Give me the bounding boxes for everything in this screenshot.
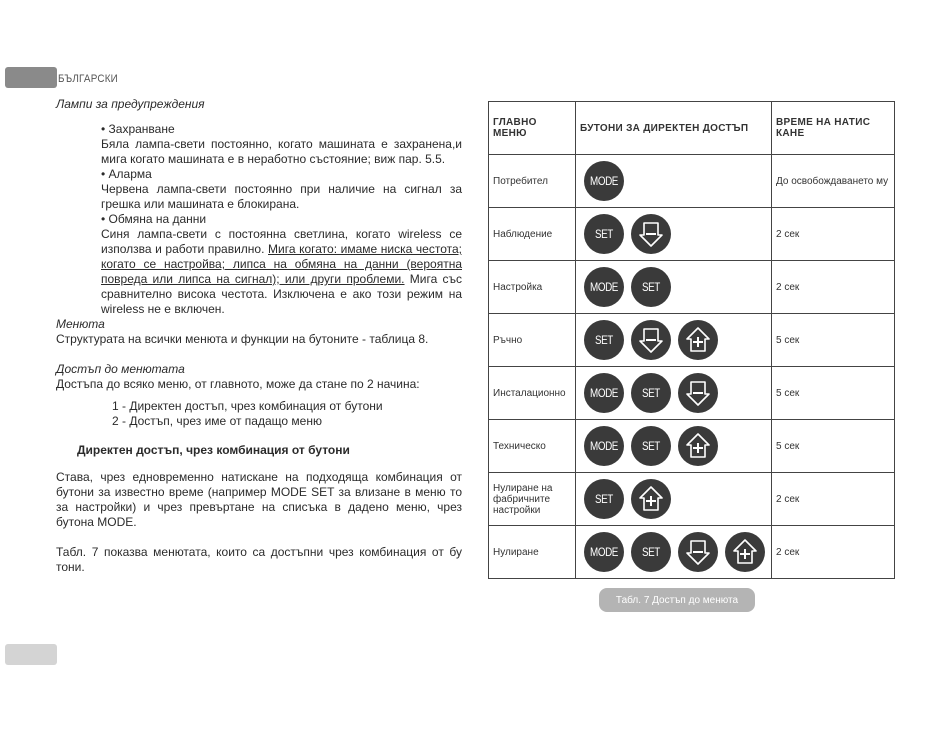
left-column bbox=[56, 97, 462, 575]
language-label: БЪЛГАРСКИ bbox=[58, 73, 118, 85]
power-text: Бяла лампа-свети постоянно, когато машината е захранена,и мига когато машината е в неработно състояние; виж пар. 5.5. bbox=[101, 137, 462, 166]
button-label: MODE bbox=[590, 545, 618, 559]
table-caption: Табл. 7 Достъп до менюта bbox=[599, 588, 755, 612]
table-header-row bbox=[489, 102, 895, 155]
menu-name: Настройка bbox=[489, 261, 576, 314]
button-label: SET bbox=[642, 386, 660, 400]
arrow-down-minus-icon bbox=[678, 532, 718, 572]
set-button-icon bbox=[631, 373, 671, 413]
direct-access-text: Става, чрез едновременно натискане на подходяща комбинация от бутони за известно време (например MODE SET за влизане в меню то за настройки) и чрез превъртане на списъка в дадено меню, чрез бутона MODE. bbox=[56, 470, 462, 529]
data-text-end: Мига със сравнително висока честота. Изключена е ако този режим на wireless не е включен. bbox=[101, 272, 462, 316]
press-time: 2 сек bbox=[772, 526, 895, 579]
house-up-plus-icon bbox=[725, 532, 765, 572]
direct-access-heading: Директен достъп, чрез комбинация от бутони bbox=[77, 443, 350, 457]
button-combination bbox=[576, 473, 772, 526]
set-button-icon bbox=[631, 532, 671, 572]
menu-name: Наблюдение bbox=[489, 208, 576, 261]
table-row bbox=[489, 261, 895, 314]
press-time: 5 сек bbox=[772, 314, 895, 367]
button-label: SET bbox=[642, 439, 660, 453]
menu-name: Нулиране на фабричните настройки bbox=[489, 473, 576, 526]
bullet-alarm: • Аларма bbox=[101, 167, 152, 181]
button-combination bbox=[576, 155, 772, 208]
button-combination bbox=[576, 208, 772, 261]
button-combination bbox=[576, 420, 772, 473]
button-label: SET bbox=[595, 492, 613, 506]
menus-title: Менюта bbox=[56, 317, 105, 331]
press-time: 2 сек bbox=[772, 261, 895, 314]
button-label: SET bbox=[642, 280, 660, 294]
button-label: MODE bbox=[590, 386, 618, 400]
warning-lamps-title: Лампи за предупреждения bbox=[56, 97, 205, 111]
press-time: До освобождаването му bbox=[772, 155, 895, 208]
header-press-time: ВРЕМЕ НА НАТИС КАНЕ bbox=[772, 102, 895, 155]
button-combination bbox=[576, 314, 772, 367]
press-time: 2 сек bbox=[772, 208, 895, 261]
menu-name: Инсталационно bbox=[489, 367, 576, 420]
access-title: Достъп до менютата bbox=[56, 362, 185, 376]
language-tab bbox=[5, 67, 57, 88]
button-label: MODE bbox=[590, 174, 618, 188]
set-button-icon bbox=[584, 479, 624, 519]
house-up-plus-icon bbox=[678, 320, 718, 360]
menu-name: Техническо bbox=[489, 420, 576, 473]
menus-text: Структурата на всички менюта и функции на бутоните - таблица 8. bbox=[56, 332, 429, 346]
table-row bbox=[489, 155, 895, 208]
set-button-icon bbox=[584, 320, 624, 360]
mode-button-icon bbox=[584, 373, 624, 413]
arrow-down-minus-icon bbox=[631, 214, 671, 254]
table-row bbox=[489, 314, 895, 367]
access-way-1: 1 - Директен достъп, чрез комбинация от бутони bbox=[112, 399, 383, 413]
table-reference-text: Табл. 7 показва менютата, които са достъпни чрез комбинация от бу тони. bbox=[56, 545, 462, 574]
set-button-icon bbox=[631, 426, 671, 466]
button-label: MODE bbox=[590, 439, 618, 453]
access-text: Достъпа до всяко меню, от главното, може да стане по 2 начина: bbox=[56, 377, 420, 391]
mode-button-icon bbox=[584, 532, 624, 572]
header-buttons: БУТОНИ ЗА ДИРЕКТЕН ДОСТЪП bbox=[576, 102, 772, 155]
house-up-plus-icon bbox=[631, 479, 671, 519]
menu-name: Нулиране bbox=[489, 526, 576, 579]
menu-access-table-wrap bbox=[488, 101, 895, 579]
bullet-data: • Обмяна на данни bbox=[101, 212, 207, 226]
button-label: SET bbox=[595, 227, 613, 241]
data-text bbox=[56, 227, 462, 317]
bullet-power: • Захранване bbox=[101, 122, 175, 136]
arrow-down-minus-icon bbox=[631, 320, 671, 360]
press-time: 2 сек bbox=[772, 473, 895, 526]
button-combination bbox=[576, 367, 772, 420]
house-up-plus-icon bbox=[678, 426, 718, 466]
press-time: 5 сек bbox=[772, 420, 895, 473]
button-combination bbox=[576, 261, 772, 314]
arrow-down-minus-icon bbox=[678, 373, 718, 413]
menu-name: Ръчно bbox=[489, 314, 576, 367]
page-number-tab bbox=[5, 644, 57, 665]
mode-button-icon bbox=[584, 161, 624, 201]
table-row bbox=[489, 420, 895, 473]
menu-name: Потребител bbox=[489, 155, 576, 208]
table-row bbox=[489, 526, 895, 579]
button-label: SET bbox=[595, 333, 613, 347]
alarm-text: Червена лампа-свети постоянно при наличие на сигнал за грешка или машината е блокирана. bbox=[101, 182, 462, 211]
header-main-menu: ГЛАВНО МЕНЮ bbox=[489, 102, 576, 155]
table-row bbox=[489, 367, 895, 420]
data-text-underlined: Мига когато: имаме ниска честота; когато се настройва; липса на обмяна на данни (вероятна повреда или липса на сигнал); или други проблеми. bbox=[101, 242, 462, 286]
set-button-icon bbox=[584, 214, 624, 254]
access-way-2: 2 - Достъп, чрез име от падащо меню bbox=[112, 414, 322, 428]
mode-button-icon bbox=[584, 267, 624, 307]
button-label: SET bbox=[642, 545, 660, 559]
table-row bbox=[489, 473, 895, 526]
button-label: MODE bbox=[590, 280, 618, 294]
mode-button-icon bbox=[584, 426, 624, 466]
button-combination bbox=[576, 526, 772, 579]
table-row bbox=[489, 208, 895, 261]
menu-access-table bbox=[488, 101, 895, 579]
press-time: 5 сек bbox=[772, 367, 895, 420]
data-text-start: Синя лампа-свети с постоянна светлина, когато wireless се използва и работи правилно. bbox=[101, 227, 462, 256]
set-button-icon bbox=[631, 267, 671, 307]
